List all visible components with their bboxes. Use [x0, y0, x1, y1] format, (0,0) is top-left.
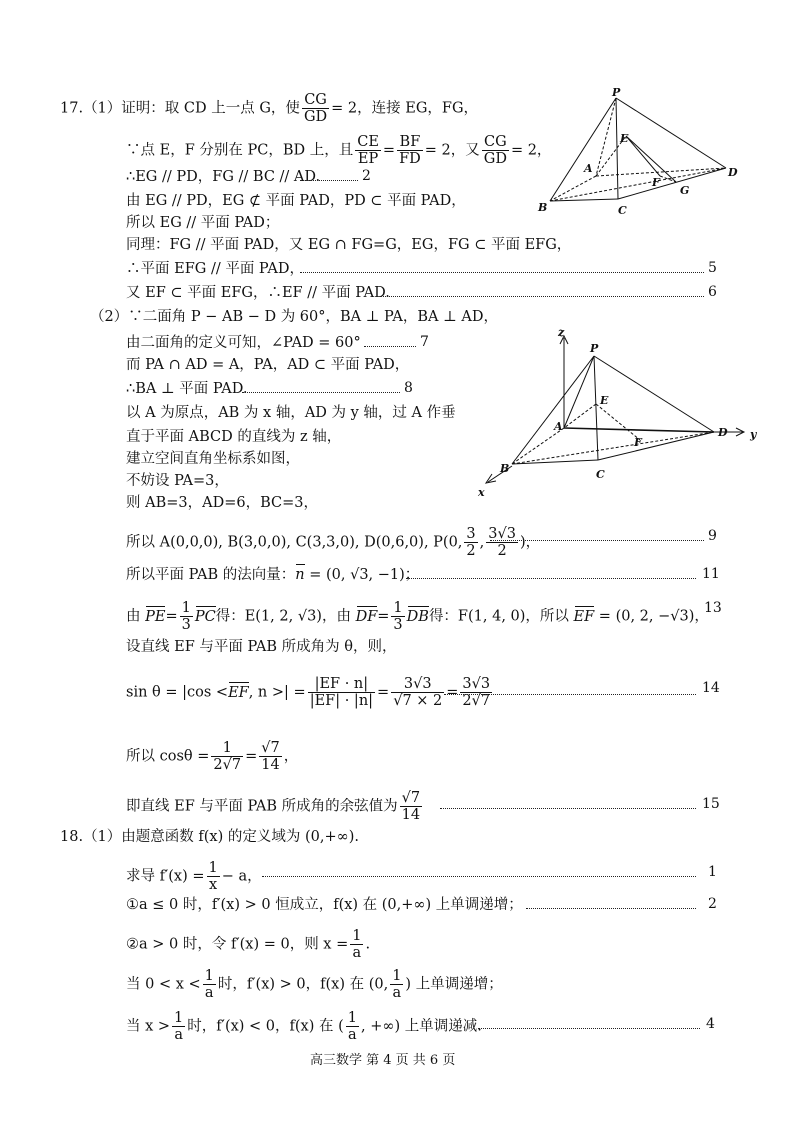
score: 6 [708, 284, 717, 300]
part-tag: （2） [90, 309, 129, 325]
score: 4 [706, 1016, 715, 1032]
q17-line7: ∴平面 EFG // 平面 PAD， [126, 261, 304, 277]
q18-number: 18. [60, 829, 84, 845]
q17-2-line4: ∴BA ⊥ 平面 PAD. [126, 381, 248, 397]
dotted-leader [478, 1028, 700, 1029]
edge-AB [550, 176, 596, 201]
label-D: D [728, 166, 738, 179]
label-P: P [612, 86, 621, 99]
x-arrow [486, 474, 496, 483]
label-E: E [620, 132, 629, 145]
edge-AD [564, 428, 714, 432]
q17-line6: 同理：FG // 平面 PAD，又 EG ∩ FG=G，EG，FG ⊂ 平面 EFG， [126, 237, 572, 253]
q17-2-line3: 而 PA ∩ AD = A，PA，AD ⊂ 平面 PAD， [126, 357, 410, 373]
score: 2 [708, 896, 717, 912]
fraction: $\frac{CG}{GD}$ [303, 92, 328, 125]
score: 9 [708, 528, 717, 544]
q17-2-line16: 即直线 EF 与平面 PAB 所成角的余弦值为 $\frac{√7}{14}$ [126, 790, 421, 823]
edge-PB [550, 98, 616, 201]
edge-PD [616, 98, 726, 168]
edge-CD [618, 168, 726, 199]
q17-line3: ∴EG // PD，FG // BC // AD. [126, 169, 321, 185]
edge-AB [512, 428, 564, 464]
score: 5 [708, 260, 717, 276]
edge-PB [512, 356, 594, 464]
score: 7 [420, 334, 429, 350]
label-A: A [554, 420, 563, 433]
label-D: D [718, 426, 728, 439]
q18-line3: ①a ≤ 0 时，f′(x) > 0 恒成立，f(x) 在 (0,+∞) 上单调递增； [126, 897, 523, 913]
pyramid-figure-2 [470, 326, 770, 506]
q18-line1: 18.（1）由题意函数 f(x) 的定义域为 (0,+∞). [60, 829, 359, 845]
dotted-leader [440, 808, 696, 809]
label-z: z [558, 326, 565, 339]
q17-2-line8: 不妨设 PA=3， [126, 473, 229, 489]
label-P: P [590, 342, 599, 355]
q17-2-line2: 由二面角的定义可知，∠PAD = 60° [126, 335, 361, 351]
edge-PA [596, 98, 616, 176]
edge-BD [512, 432, 714, 464]
edge-AD [596, 168, 726, 176]
q17-2-line6: 直于平面 ABCD 的直线为 z 轴， [126, 429, 342, 445]
score: 14 [702, 680, 720, 696]
label-B: B [500, 462, 510, 475]
q17-line1: 17.（1）证明：取 CD 上一点 G，使 $\frac{CG}{GD}$ = 2，连接 EG，FG， [60, 92, 479, 125]
score: 1 [708, 864, 717, 880]
score: 8 [404, 380, 413, 396]
q17-2-line14: sin θ = |cos <EF, n >| = $\frac{|EF \cdot n|}{|EF| \cdot |n|}$ = $\frac{3√3}{√7 \times 2}$ = $\frac{3√3}{2√7}$ [126, 676, 491, 709]
pyramid-figure-1 [530, 86, 750, 228]
q17-line8: 又 EF ⊂ 平面 EFG，∴EF // 平面 PAD. [126, 285, 390, 301]
q17-line2: ∵点 E，F 分别在 PC，BD 上，且 $\frac{CE}{EP}$ = $\frac{BF}{FD}$ = 2，又 $\frac{CG}{GD}$ = 2， [126, 134, 552, 167]
page-footer: 高三数学 第 4 页 共 6 页 [310, 1053, 456, 1068]
q18-line4: ②a > 0 时，令 f′(x) = 0，则 x = $\frac{1}{a}$ . [126, 928, 371, 961]
edge-EG [626, 136, 676, 182]
score: 11 [702, 566, 720, 582]
label-C: C [596, 468, 605, 481]
score: 2 [362, 168, 371, 184]
q17-2-line11: 所以平面 PAB 的法向量：n = (0, √3, −1)； [126, 567, 420, 583]
dotted-leader [526, 908, 696, 909]
label-A: A [584, 162, 593, 175]
score: 13 [704, 600, 722, 616]
label-B: B [538, 201, 548, 214]
q17-2-line10: 所以 A(0,0,0), B(3,0,0), C(3,3,0), D(0,6,0), P(0, $\frac{3}{2}$ , $\frac{3√3}{2}$ )， [126, 526, 541, 559]
q17-2-line7: 建立空间直角坐标系如图， [126, 451, 300, 467]
q17-line4: 由 EG // PD，EG ⊄ 平面 PAD，PD ⊂ 平面 PAD， [126, 193, 466, 209]
label-F: F [634, 436, 642, 449]
edge-EF [626, 136, 660, 176]
dotted-leader [242, 392, 400, 393]
q17-2-line12: 由 PE= $\frac{1}{3}$ PC得：E(1, 2, √3)，由 DF= $\frac{1}{3}$ DB得：F(1, 4, 0)，所以 EF = (0, 2, −√3)， [126, 600, 709, 633]
q18-line2: 求导 f′(x) = $\frac{1}{x}$ − a， [126, 860, 262, 893]
label-y: y [750, 428, 757, 441]
dotted-leader [364, 346, 416, 347]
label-x: x [478, 486, 485, 499]
edge-PC [594, 356, 598, 460]
edge-EF [596, 404, 640, 440]
q17-line5: 所以 EG // 平面 PAD； [126, 215, 280, 231]
label-F: F [652, 176, 660, 189]
q17-2-line13: 设直线 EF 与平面 PAB 所成角为 θ，则， [126, 639, 397, 655]
q18-line5: 当 0 < x < $\frac{1}{a}$ 时，f′(x) > 0，f(x) 在 (0, $\frac{1}{a}$ ) 上单调递增； [126, 968, 503, 1001]
label-E: E [600, 394, 609, 407]
dotted-leader [444, 694, 696, 695]
score: 15 [702, 796, 720, 812]
q17-2-line15: 所以 cosθ = $\frac{1}{2√7}$ = $\frac{√7}{14}$ ， [126, 740, 299, 773]
dotted-leader [262, 876, 696, 877]
q17-number: 17. [60, 100, 84, 117]
label-G: G [680, 184, 690, 197]
edge-CD [598, 432, 714, 460]
q17-2-line9: 则 AB=3，AD=6，BC=3， [126, 495, 318, 511]
q17-2-line1: （2）∵二面角 P − AB − D 为 60°，BA ⊥ PA，BA ⊥ AD， [90, 309, 498, 325]
dotted-leader [490, 540, 704, 541]
axes [486, 336, 744, 483]
edge-BC [512, 460, 598, 464]
edge-PD [594, 356, 714, 432]
dotted-leader [406, 578, 696, 579]
dotted-leader [300, 272, 704, 273]
q17-2-line5: 以 A 为原点，AB 为 x 轴，AD 为 y 轴，过 A 作垂 [126, 405, 456, 421]
q18-line6: 当 x > $\frac{1}{a}$ 时，f′(x) < 0，f(x) 在 ( $\frac{1}{a}$ , +∞) 上单调递减. [126, 1010, 482, 1043]
edge-PC [616, 98, 618, 199]
pyramid-edges [550, 98, 726, 201]
label-C: C [618, 204, 627, 217]
dotted-leader [380, 296, 704, 297]
dotted-leader [300, 180, 358, 181]
